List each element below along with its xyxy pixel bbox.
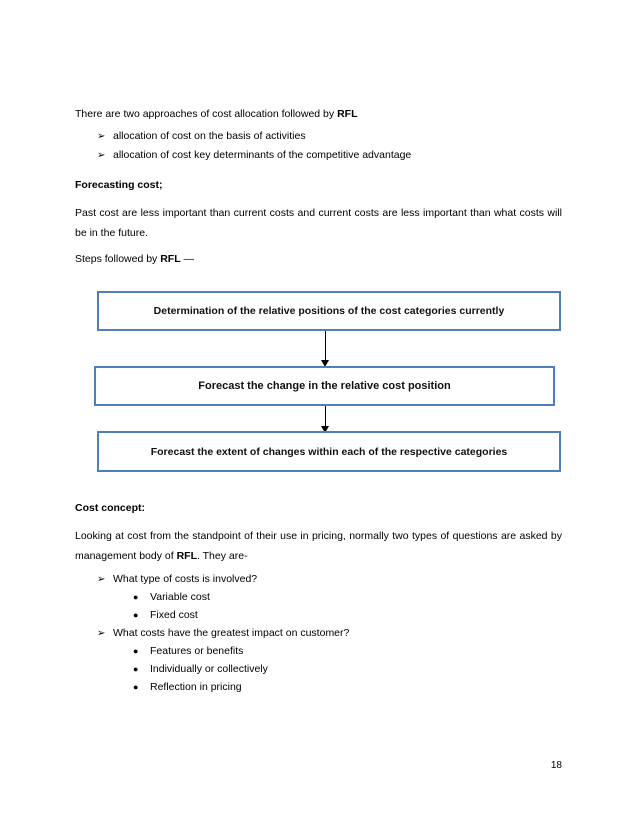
list-item: ● Features or benefits bbox=[133, 645, 244, 657]
cost-concept-heading: Cost concept: bbox=[75, 502, 146, 514]
flowchart-step-3: Forecast the extent of changes within each of the respective categories bbox=[97, 431, 561, 472]
arrow-bullet-icon: ➢ bbox=[97, 131, 106, 142]
intro-paragraph: There are two approaches of cost allocation followed by RFL bbox=[75, 108, 358, 120]
flowchart-step-1: Determination of the relative positions of the cost categories currently bbox=[97, 291, 561, 331]
list-item: ● Variable cost bbox=[133, 591, 210, 603]
list-item: ➢ allocation of cost on the basis of activities bbox=[97, 130, 306, 142]
list-item: ➢ allocation of cost key determinants of the competitive advantage bbox=[97, 149, 412, 161]
list-item: ● Individually or collectively bbox=[133, 663, 268, 675]
bullet-dot-icon: ● bbox=[133, 682, 139, 692]
connector-line bbox=[325, 406, 326, 427]
bullet-dot-icon: ● bbox=[133, 610, 139, 620]
arrow-bullet-icon: ➢ bbox=[97, 628, 106, 639]
page-number: 18 bbox=[550, 760, 562, 771]
connector-line bbox=[325, 331, 326, 361]
company-name: RFL bbox=[337, 108, 358, 120]
question-item: ➢ What costs have the greatest impact on customer? bbox=[97, 627, 350, 639]
arrow-bullet-icon: ➢ bbox=[97, 574, 106, 585]
arrow-bullet-icon: ➢ bbox=[97, 150, 106, 161]
list-item: ● Reflection in pricing bbox=[133, 681, 242, 693]
flowchart-step-2: Forecast the change in the relative cost position bbox=[94, 366, 555, 406]
forecasting-heading: Forecasting cost; bbox=[75, 179, 163, 191]
steps-line: Steps followed by RFL — bbox=[75, 253, 195, 265]
list-item: ● Fixed cost bbox=[133, 609, 198, 621]
forecasting-paragraph: Past cost are less important than current costs and current costs are less important than what costs will be in the future. bbox=[75, 207, 562, 239]
bullet-dot-icon: ● bbox=[133, 646, 139, 656]
bullet-dot-icon: ● bbox=[133, 592, 139, 602]
bullet-dot-icon: ● bbox=[133, 664, 139, 674]
question-item: ➢ What type of costs is involved? bbox=[97, 573, 258, 585]
cost-concept-paragraph: Looking at cost from the standpoint of their use in pricing, normally two types of questions are asked by management body of RFL. They are- bbox=[75, 530, 562, 562]
